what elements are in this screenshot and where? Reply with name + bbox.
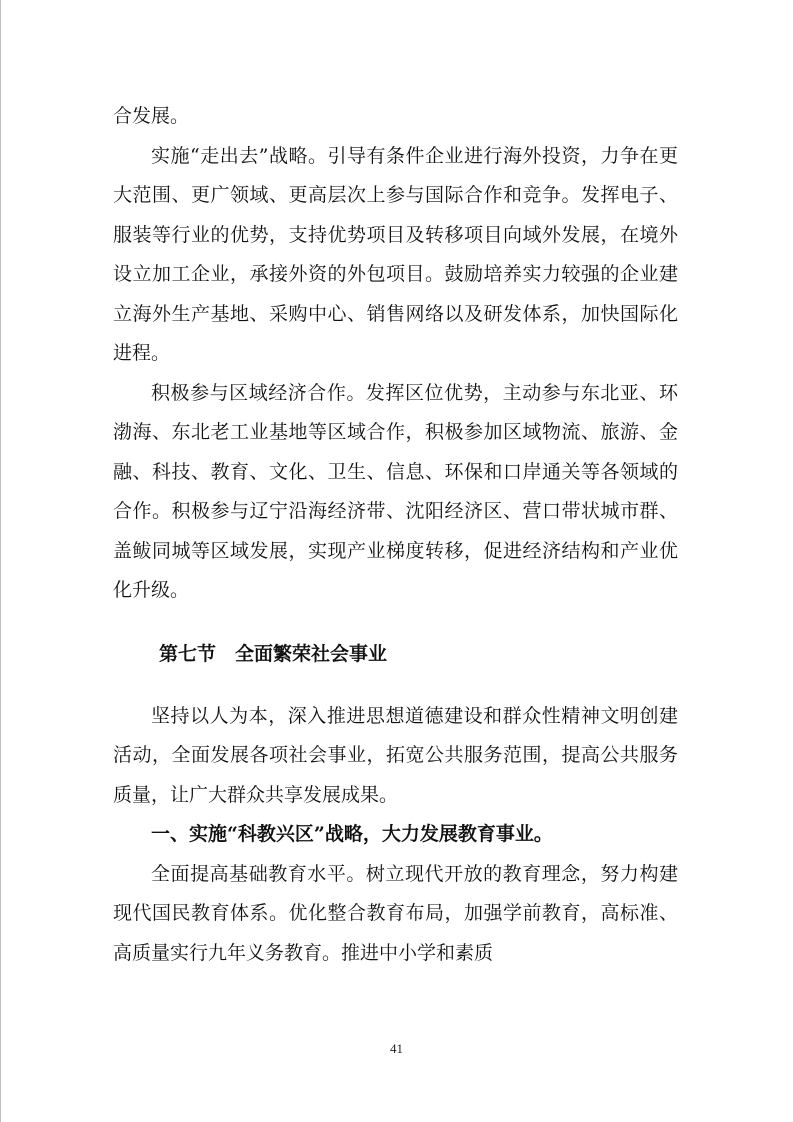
paragraph-going-global: 实施“走出去”战略。引导有条件企业进行海外投资，力争在更大范围、更广领域、更高层次上参与国际合作和竞争。发挥电子、服装等行业的优势，支持优势项目及转移项目向域外发展，在境外设立加工企业，承接外资的外包项目。鼓励培养实力较强的企业建立海外生产基地、采购中心、销售网络以及研发体系，加快国际化进程。 [113,144,678,364]
page-number: 41 [390,1041,403,1056]
paragraph-intro: 坚持以人为本，深入推进思想道德建设和群众性精神文明创建活动，全面发展各项社会事业，拓宽公共服务范围，提高公共服务质量，让广大群众共享发展成果。 [113,704,678,806]
section-heading: 第七节 全面繁荣社会事业 [159,642,388,665]
paragraph-education: 全面提高基础教育水平。树立现代开放的教育理念，努力构建现代国民教育体系。优化整合教育布局，加强学前教育，高标准、高质量实行九年义务教育。推进中小学和素质 [113,862,678,964]
page-edge [0,0,1,1122]
paragraph-regional-cooperation: 积极参与区域经济合作。发挥区位优势，主动参与东北亚、环渤海、东北老工业基地等区域合作，积极参加区域物流、旅游、金融、科技、教育、文化、卫生、信息、环保和口岸通关等各领域的合作。积极参与辽宁沿海经济带、沈阳经济区、营口带状城市群、盖鲅同城等区域发展，实现产业梯度转移，促进经济结构和产业优化升级。 [113,381,678,601]
paragraph-continuation: 合发展。 [113,105,190,127]
sub-heading: 一、实施“科教兴区”战略，大力发展教育事业。 [151,823,553,845]
document-body [113,97,678,973]
